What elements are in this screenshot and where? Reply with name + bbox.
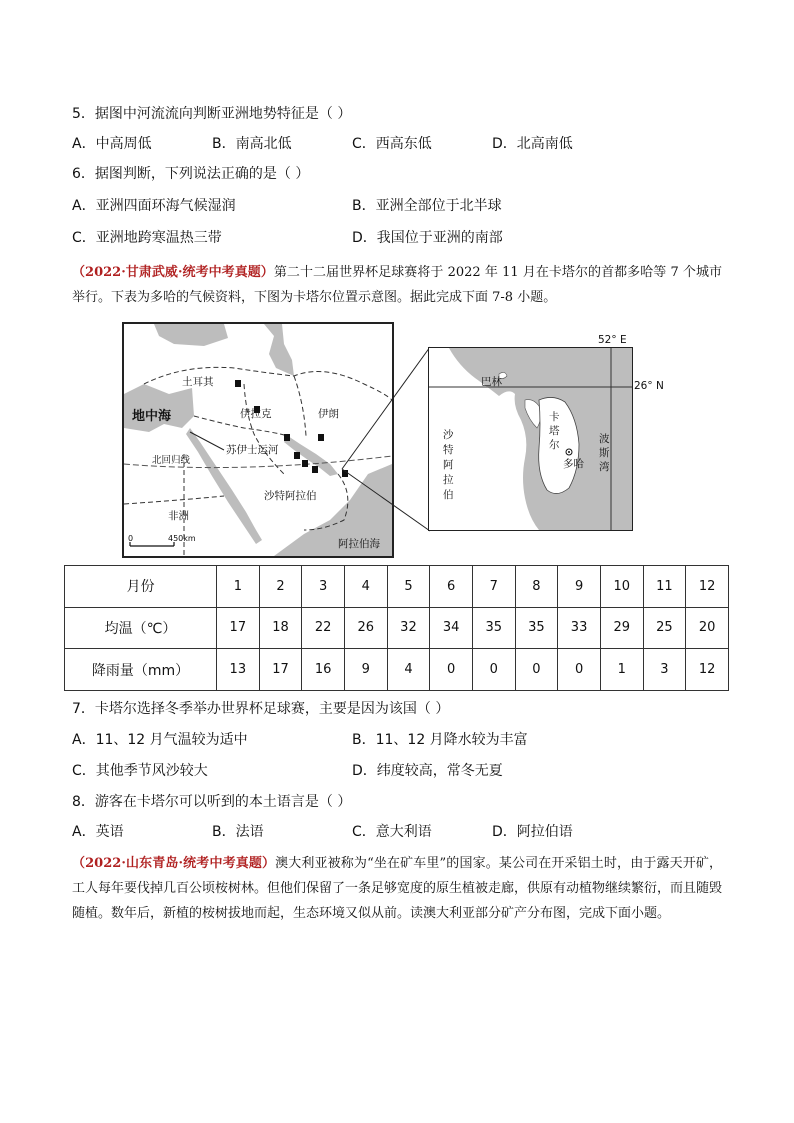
month-cell: 1	[217, 566, 260, 608]
rainfall-cell: 3	[643, 649, 686, 691]
intro-text-australia: 澳大利亚被称为“坐在矿车里”的国家。某公司在开采铝土时，由于露天开矿，工人每年要伐掉几百公顷桉树林。但他们保留了一条足够宽度的原生植被走廊，供原有动植物继续繁衍，而且随毁随植。数年后，新植的桉树拔地而起，生态环境又似从前。读澳大利亚部分矿产分布图，完成下面小题。	[72, 856, 723, 921]
row-header-month: 月份	[65, 566, 217, 608]
table-row	[65, 649, 729, 691]
map-label-africa: 非洲	[168, 510, 189, 522]
q7-stem: 7．卡塔尔选择冬季举办世界杯足球赛，主要是因为该国（ ）	[72, 701, 450, 717]
temperature-cell: 32	[387, 607, 430, 649]
map-label-tropic: 北回归线	[152, 455, 191, 466]
scale-label: 450km	[168, 534, 196, 543]
temperature-cell: 33	[558, 607, 601, 649]
oil-marker	[294, 452, 300, 459]
q8-stem: 8．游客在卡塔尔可以听到的本土语言是（ ）	[72, 794, 352, 810]
rainfall-cell: 1	[600, 649, 643, 691]
map-label-bahrain: 巴林	[481, 376, 502, 388]
q6-option-c[interactable]: C．亚洲地跨寒温热三带	[72, 230, 222, 246]
temperature-cell: 34	[430, 607, 473, 649]
q8-option-a[interactable]: A．英语	[72, 824, 124, 840]
map-label-iran: 伊朗	[318, 408, 339, 420]
row-header-rainfall: 降雨量（mm）	[65, 649, 217, 691]
month-cell: 2	[259, 566, 302, 608]
map-label-gulf: 波 斯 湾	[599, 433, 610, 473]
q5-option-d[interactable]: D．北高南低	[492, 136, 573, 152]
map-label-turkey: 土耳其	[182, 376, 214, 388]
q8-option-c[interactable]: C．意大利语	[352, 824, 432, 840]
oil-marker	[284, 434, 290, 441]
table-row	[65, 566, 729, 608]
month-cell: 9	[558, 566, 601, 608]
q5-option-a[interactable]: A．中高周低	[72, 136, 152, 152]
temperature-cell: 35	[515, 607, 558, 649]
map-label-suez: 苏伊士运河	[226, 444, 279, 456]
q6-option-b[interactable]: B．亚洲全部位于北半球	[352, 198, 502, 214]
rainfall-cell: 0	[430, 649, 473, 691]
map-label-saudi: 沙特阿拉伯	[264, 490, 317, 502]
rainfall-cell: 13	[217, 649, 260, 691]
month-cell: 10	[600, 566, 643, 608]
intro-source-wuwei: （2022·甘肃武威·统考中考真题）	[72, 265, 274, 280]
month-cell: 4	[344, 566, 387, 608]
rainfall-cell: 17	[259, 649, 302, 691]
mediterranean-sea	[124, 384, 194, 432]
month-cell: 12	[686, 566, 729, 608]
rainfall-cell: 4	[387, 649, 430, 691]
map-label-arabian-sea: 阿拉伯海	[338, 538, 380, 550]
q5-option-c[interactable]: C．西高东低	[352, 136, 432, 152]
rainfall-cell: 9	[344, 649, 387, 691]
map-label-iraq: 伊拉克	[240, 408, 272, 420]
q7-option-a[interactable]: A．11、12 月气温较为适中	[72, 732, 248, 748]
rainfall-cell: 16	[302, 649, 345, 691]
q6-option-d[interactable]: D．我国位于亚洲的南部	[352, 230, 503, 246]
temperature-cell: 18	[259, 607, 302, 649]
q5-option-b[interactable]: B．南高北低	[212, 136, 292, 152]
map-label-longitude: 52° E	[598, 334, 627, 346]
rainfall-cell: 0	[558, 649, 601, 691]
q7-option-c[interactable]: C．其他季节风沙较大	[72, 763, 208, 779]
month-cell: 3	[302, 566, 345, 608]
q6-option-a[interactable]: A．亚洲四面环海气候湿润	[72, 198, 236, 214]
q8-option-b[interactable]: B．法语	[212, 824, 264, 840]
temperature-cell: 26	[344, 607, 387, 649]
intro-paragraph-australia	[72, 851, 722, 926]
intro-text-qatar: 第二十二届世界杯足球赛将于 2022 年 11 月在卡塔尔的首都多哈等 7 个城市举行。下表为多哈的气候资料，下图为卡塔尔位置示意图。据此完成下面 7-8 小题。	[72, 265, 722, 305]
map-label-saudi-vertical: 沙 特 阿 拉 伯	[443, 429, 454, 501]
temperature-cell: 35	[472, 607, 515, 649]
month-cell: 5	[387, 566, 430, 608]
month-cell: 11	[643, 566, 686, 608]
temperature-cell: 20	[686, 607, 729, 649]
scale-zero: 0	[128, 534, 134, 543]
row-header-temperature: 均温（℃）	[65, 607, 217, 649]
temperature-cell: 25	[643, 607, 686, 649]
oil-marker	[318, 434, 324, 441]
q7-option-b[interactable]: B．11、12 月降水较为丰富	[352, 732, 528, 748]
q6-stem: 6．据图判断，下列说法正确的是（ ）	[72, 166, 310, 182]
zoom-connector-lines	[340, 345, 432, 535]
temperature-cell: 17	[217, 607, 260, 649]
q7-option-d[interactable]: D．纬度较高，常冬无夏	[352, 763, 503, 779]
rainfall-cell: 12	[686, 649, 729, 691]
oil-marker	[235, 380, 241, 387]
map-label-qatar: 卡 塔 尔	[549, 411, 560, 451]
q5-stem: 5．据图中河流流向判断亚洲地势特征是（ ）	[72, 106, 352, 122]
oil-marker	[302, 460, 308, 467]
month-cell: 8	[515, 566, 558, 608]
rainfall-cell: 0	[472, 649, 515, 691]
rainfall-cell: 0	[515, 649, 558, 691]
intro-paragraph-qatar	[72, 260, 722, 310]
q8-option-d[interactable]: D．阿拉伯语	[492, 824, 573, 840]
table-row	[65, 607, 729, 649]
temperature-cell: 22	[302, 607, 345, 649]
month-cell: 6	[430, 566, 473, 608]
map-label-mediterranean: 地中海	[132, 409, 172, 424]
intro-source-qingdao: （2022·山东青岛·统考中考真题）	[72, 856, 276, 871]
map-label-doha: 多哈	[563, 458, 584, 470]
qatar-location-map	[428, 347, 633, 531]
oil-marker	[312, 466, 318, 473]
temperature-cell: 29	[600, 607, 643, 649]
map-label-latitude: 26° N	[634, 380, 664, 392]
month-cell: 7	[472, 566, 515, 608]
doha-climate-table	[64, 565, 729, 691]
